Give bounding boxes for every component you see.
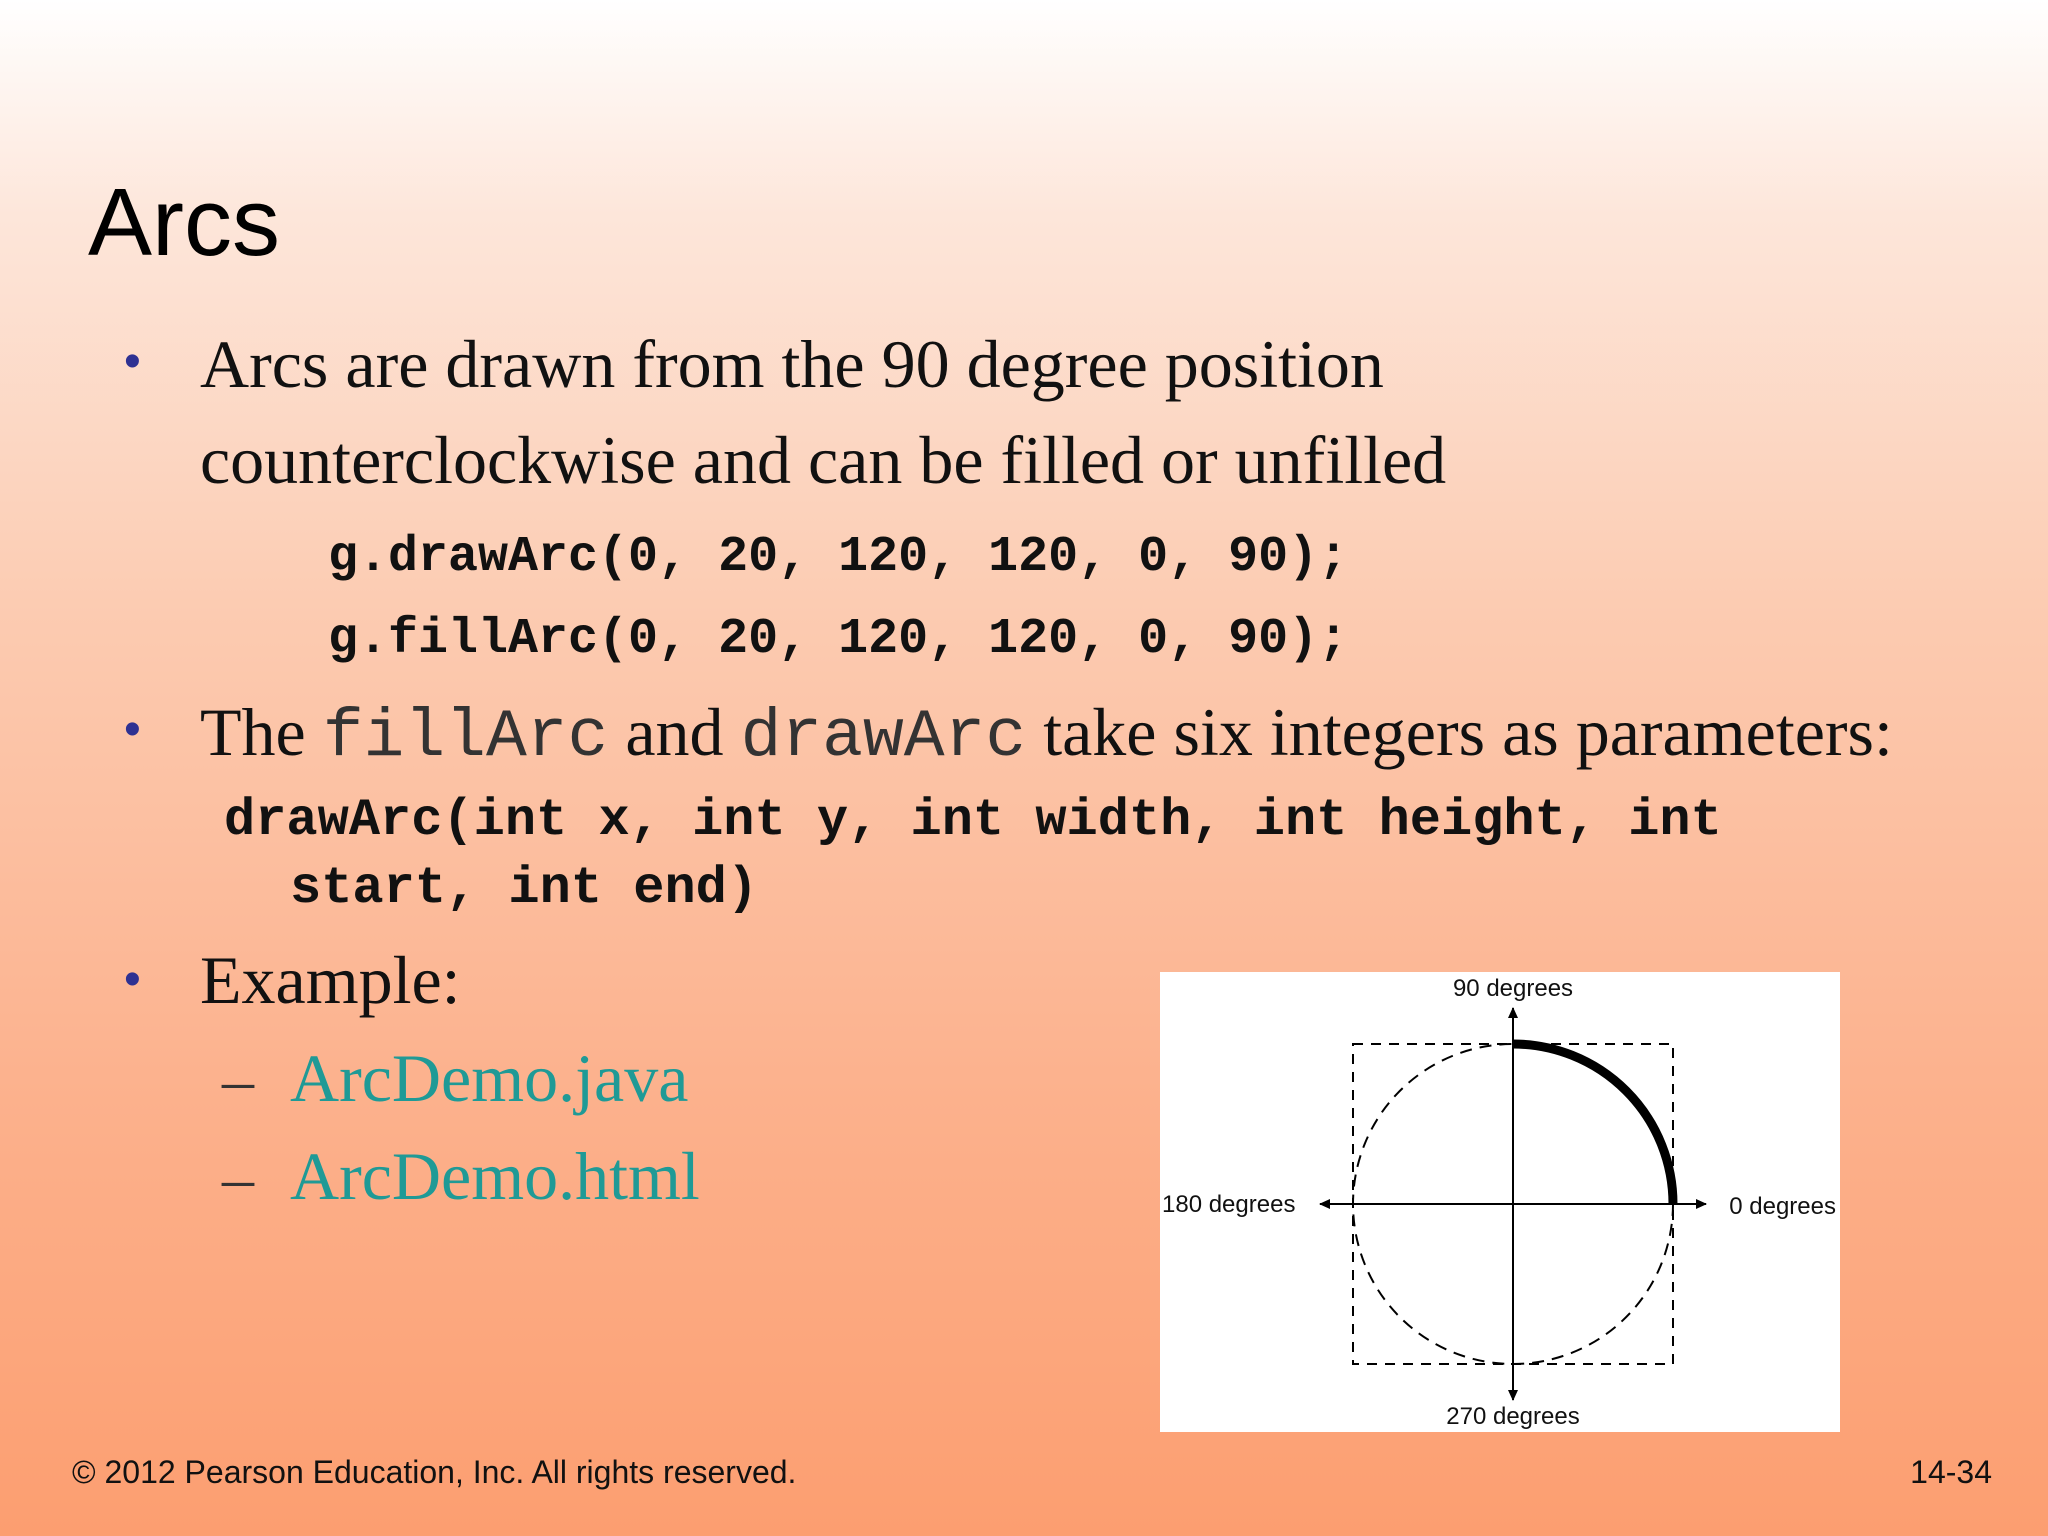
sub-item-dash: – [222,1044,254,1115]
link-arcdemo-java[interactable]: ArcDemo.java [290,1040,689,1116]
slide-title: Arcs [88,169,280,276]
bullet-3-text: Example: [200,942,461,1018]
code-signature-line-1: drawArc(int x, int y, int width, int height, int [224,791,1722,850]
bullet-2-text: The [200,694,323,770]
arc-diagram [1160,972,1840,1432]
label-90-degrees: 90 degrees [1452,975,1574,1002]
bullet-2-text: take six integers as parameters: [1026,694,1893,770]
label-180-degrees: 180 degrees [1162,1191,1296,1218]
drawn-arc [1513,1044,1673,1204]
bullet-1-line-2: counterclockwise and can be filled or unfilled [200,422,1447,498]
label-270-degrees: 270 degrees [1446,1403,1580,1430]
sub-item-dash: – [222,1142,254,1213]
code-draw-arc: g.drawArc(0, 20, 120, 120, 0, 90); [328,529,1349,586]
label-0-degrees: 0 degrees [1729,1193,1836,1220]
code-fill-arc: g.fillArc(0, 20, 120, 120, 0, 90); [328,611,1349,668]
bullet-dot-icon: • [124,703,141,756]
bullet-dot-icon: • [124,335,141,388]
link-arcdemo-html[interactable]: ArcDemo.html [290,1138,700,1214]
inline-code-fillarc: fillArc [322,699,609,776]
inline-code-drawarc: drawArc [740,699,1027,776]
bullet-2-text: and [608,694,741,770]
bullet-2-line [200,692,1893,778]
code-signature-line-2: start, int end) [290,859,759,918]
footer-copyright: © 2012 Pearson Education, Inc. All rights reserved. [72,1454,797,1490]
footer-page-number: 14-34 [1910,1454,1992,1490]
bullet-1-line-1: Arcs are drawn from the 90 degree position [200,326,1384,402]
bullet-dot-icon: • [124,953,141,1006]
